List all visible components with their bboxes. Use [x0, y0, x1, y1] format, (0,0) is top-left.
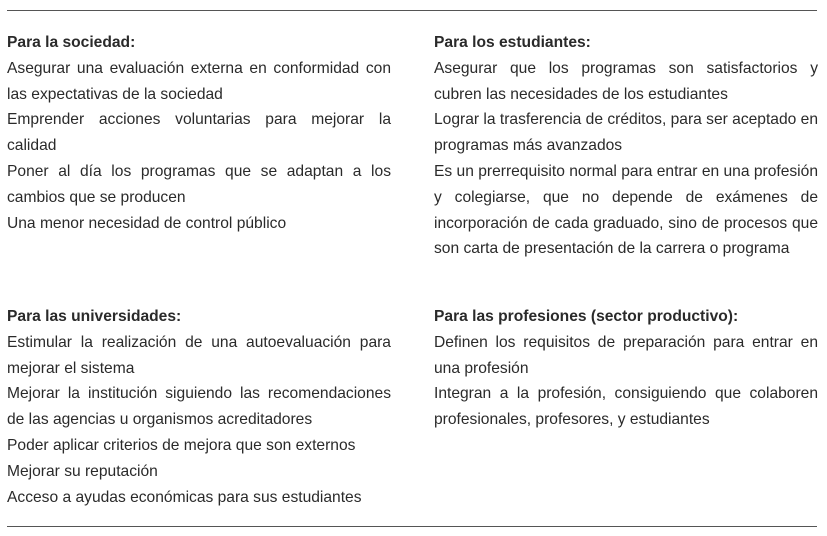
list-item: Definen los requisitos de preparación para entrar en una profesión — [434, 333, 818, 377]
section-heading: Para las universidades: — [7, 308, 182, 325]
list-item: Lograr la trasferencia de créditos, para ser aceptado en programas más avanzados — [434, 111, 819, 155]
list-item: Asegurar que los programas son satisfactorios y cubren las necesidades de los estudiantes — [434, 59, 818, 103]
list-item: Una menor necesidad de control público — [7, 214, 287, 232]
list-item: Poner al día los programas que se adaptan a los cambios que se producen — [7, 162, 391, 206]
list-item: Integran a la profesión, consiguiendo que colaboren profesionales, profesores, y estudiantes — [434, 385, 818, 429]
list-item: Estimular la realización de una autoevaluación para mejorar el sistema — [7, 333, 391, 377]
section-heading: Para las profesiones (sector productivo): — [434, 308, 739, 325]
list-item: Mejorar la institución siguiendo las recomendaciones de las agencias u organismos acreditadores — [7, 385, 391, 429]
list-item: Emprender acciones voluntarias para mejorar la calidad — [7, 111, 391, 155]
top-rule — [7, 10, 817, 11]
section-universidades — [7, 304, 391, 510]
bottom-rule — [7, 526, 817, 527]
section-profesiones — [434, 304, 818, 433]
section-heading: Para los estudiantes: — [434, 34, 591, 51]
section-estudiantes — [434, 30, 818, 262]
list-item: Poder aplicar criterios de mejora que son externos — [7, 436, 356, 454]
section-heading: Para la sociedad: — [7, 34, 136, 51]
list-item: Acceso a ayudas económicas para sus estudiantes — [7, 488, 362, 506]
section-sociedad — [7, 30, 391, 236]
list-item: Asegurar una evaluación externa en conformidad con las expectativas de la sociedad — [7, 59, 391, 103]
list-item: Es un prerrequisito normal para entrar en una profesión y colegiarse, que no depende de exámenes de incorporación de cada graduado, sino de procesos que son carta de presentación de la carrera o programa — [434, 162, 818, 258]
list-item: Mejorar su reputación — [7, 462, 158, 480]
